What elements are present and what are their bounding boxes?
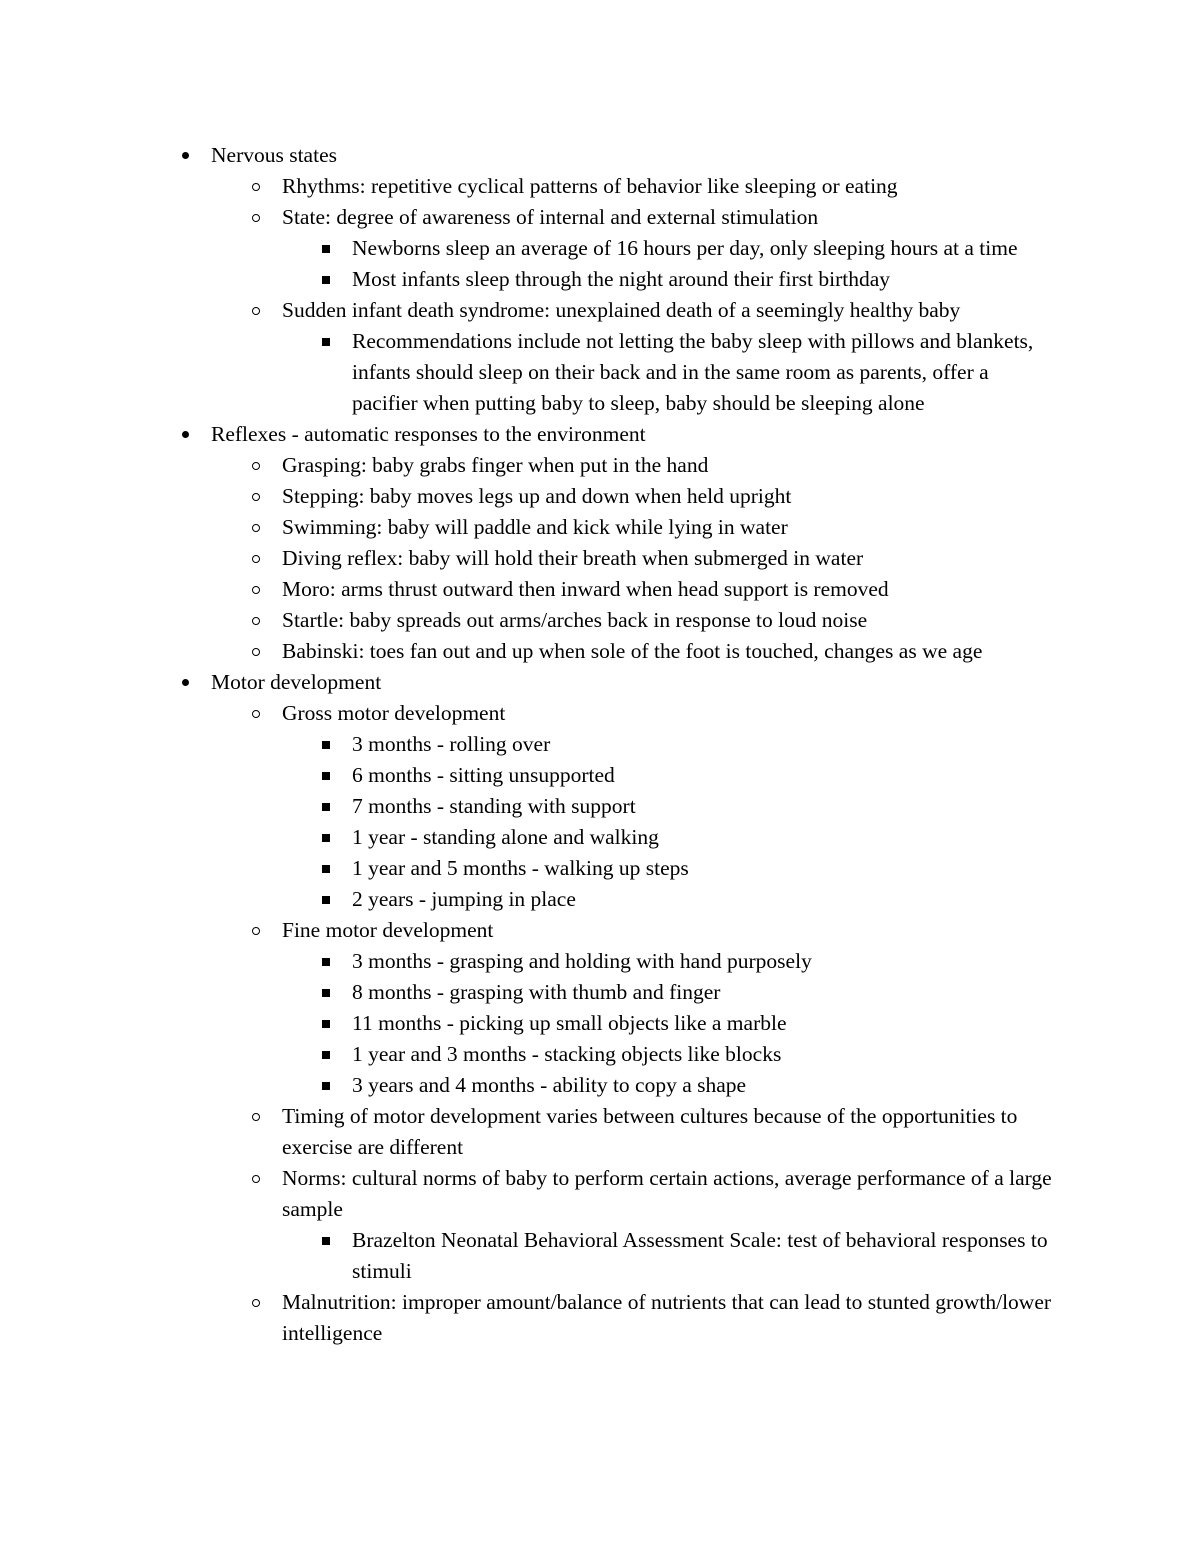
square-bullet-icon (316, 264, 336, 295)
circle-bullet-icon (246, 1101, 266, 1132)
list-item (0, 543, 1200, 574)
list-item-text: Stepping: baby moves legs up and down when held upright (282, 484, 792, 508)
square-bullet-icon (316, 1225, 336, 1256)
circle-bullet-icon (246, 1287, 266, 1318)
list-item-text: Motor development (211, 670, 382, 694)
list-item-text: Nervous states (211, 143, 337, 167)
circle-bullet-icon (246, 543, 266, 574)
list-item-text: Diving reflex: baby will hold their breath when submerged in water (282, 546, 864, 570)
circle-bullet-icon (246, 450, 266, 481)
list-item-text: 3 years and 4 months - ability to copy a shape (352, 1073, 747, 1097)
disc-bullet-icon (175, 419, 195, 450)
circle-bullet-icon (246, 574, 266, 605)
list-item-text: Norms: cultural norms of baby to perform certain actions, average performance of a large sample (282, 1166, 1052, 1221)
list-item (0, 171, 1200, 202)
disc-bullet-icon (175, 667, 195, 698)
list-item-text: Rhythms: repetitive cyclical patterns of behavior like sleeping or eating (282, 174, 898, 198)
list-item-text: 7 months - standing with support (352, 794, 636, 818)
list-item-text: 1 year and 5 months - walking up steps (352, 856, 689, 880)
list-item (0, 667, 1200, 698)
circle-bullet-icon (246, 636, 266, 667)
square-bullet-icon (316, 233, 336, 264)
circle-bullet-icon (246, 481, 266, 512)
list-item (0, 1070, 1200, 1101)
list-item (0, 977, 1200, 1008)
list-item-text: Moro: arms thrust outward then inward when head support is removed (282, 577, 889, 601)
list-item-text: Grasping: baby grabs finger when put in the hand (282, 453, 709, 477)
square-bullet-icon (316, 822, 336, 853)
list-item-text: Newborns sleep an average of 16 hours per day, only sleeping hours at a time (352, 236, 1018, 260)
list-item (0, 140, 1200, 171)
square-bullet-icon (316, 853, 336, 884)
list-item (0, 884, 1200, 915)
list-item (0, 233, 1200, 264)
list-item-text: Brazelton Neonatal Behavioral Assessment Scale: test of behavioral responses to stimuli (352, 1228, 1048, 1283)
list-item-text: Sudden infant death syndrome: unexplained death of a seemingly healthy baby (282, 298, 961, 322)
list-item (0, 202, 1200, 233)
list-item-text: Startle: baby spreads out arms/arches back in response to loud noise (282, 608, 868, 632)
list-item (0, 1225, 1200, 1287)
list-item-text: Malnutrition: improper amount/balance of nutrients that can lead to stunted growth/lower intelligence (282, 1290, 1052, 1345)
notes-outline (0, 140, 1200, 1349)
list-item (0, 481, 1200, 512)
list-item-text: Gross motor development (282, 701, 506, 725)
list-item (0, 419, 1200, 450)
square-bullet-icon (316, 1039, 336, 1070)
list-item-text: Fine motor development (282, 918, 494, 942)
list-item (0, 853, 1200, 884)
list-item (0, 946, 1200, 977)
list-item-text: 11 months - picking up small objects like a marble (352, 1011, 787, 1035)
list-item-text: State: degree of awareness of internal and external stimulation (282, 205, 819, 229)
list-item (0, 264, 1200, 295)
list-item (0, 915, 1200, 946)
list-item-text: Timing of motor development varies between cultures because of the opportunities to exercise are different (282, 1104, 1018, 1159)
list-item (0, 822, 1200, 853)
list-item (0, 450, 1200, 481)
square-bullet-icon (316, 1008, 336, 1039)
list-item (0, 636, 1200, 667)
square-bullet-icon (316, 1070, 336, 1101)
circle-bullet-icon (246, 202, 266, 233)
list-item (0, 1101, 1200, 1163)
list-item-text: 3 months - rolling over (352, 732, 551, 756)
square-bullet-icon (316, 791, 336, 822)
list-item-text: 6 months - sitting unsupported (352, 763, 615, 787)
circle-bullet-icon (246, 698, 266, 729)
list-item (0, 791, 1200, 822)
circle-bullet-icon (246, 915, 266, 946)
circle-bullet-icon (246, 512, 266, 543)
list-item-text: 1 year and 3 months - stacking objects like blocks (352, 1042, 782, 1066)
list-item (0, 1163, 1200, 1225)
square-bullet-icon (316, 760, 336, 791)
list-item-text: Reflexes - automatic responses to the environment (211, 422, 646, 446)
list-item (0, 295, 1200, 326)
list-item (0, 574, 1200, 605)
circle-bullet-icon (246, 171, 266, 202)
list-item-text: Babinski: toes fan out and up when sole of the foot is touched, changes as we age (282, 639, 983, 663)
list-item-text: 2 years - jumping in place (352, 887, 576, 911)
circle-bullet-icon (246, 1163, 266, 1194)
square-bullet-icon (316, 977, 336, 1008)
list-item (0, 698, 1200, 729)
list-item-text: Recommendations include not letting the baby sleep with pillows and blankets, infants should sleep on their back and in the same room as parents, offer a pacifier when putting baby to sleep, baby should be sleeping alone (352, 329, 1034, 415)
list-item-text: 3 months - grasping and holding with hand purposely (352, 949, 812, 973)
list-item (0, 1039, 1200, 1070)
list-item-text: 1 year - standing alone and walking (352, 825, 659, 849)
list-item (0, 512, 1200, 543)
square-bullet-icon (316, 729, 336, 760)
list-item (0, 729, 1200, 760)
list-item-text: 8 months - grasping with thumb and finger (352, 980, 721, 1004)
square-bullet-icon (316, 884, 336, 915)
list-item (0, 1008, 1200, 1039)
list-item (0, 326, 1200, 419)
circle-bullet-icon (246, 605, 266, 636)
list-item-text: Most infants sleep through the night around their first birthday (352, 267, 891, 291)
list-item (0, 1287, 1200, 1349)
disc-bullet-icon (175, 140, 195, 171)
circle-bullet-icon (246, 295, 266, 326)
square-bullet-icon (316, 946, 336, 977)
list-item-text: Swimming: baby will paddle and kick while lying in water (282, 515, 788, 539)
list-item (0, 605, 1200, 636)
list-item (0, 760, 1200, 791)
square-bullet-icon (316, 326, 336, 357)
